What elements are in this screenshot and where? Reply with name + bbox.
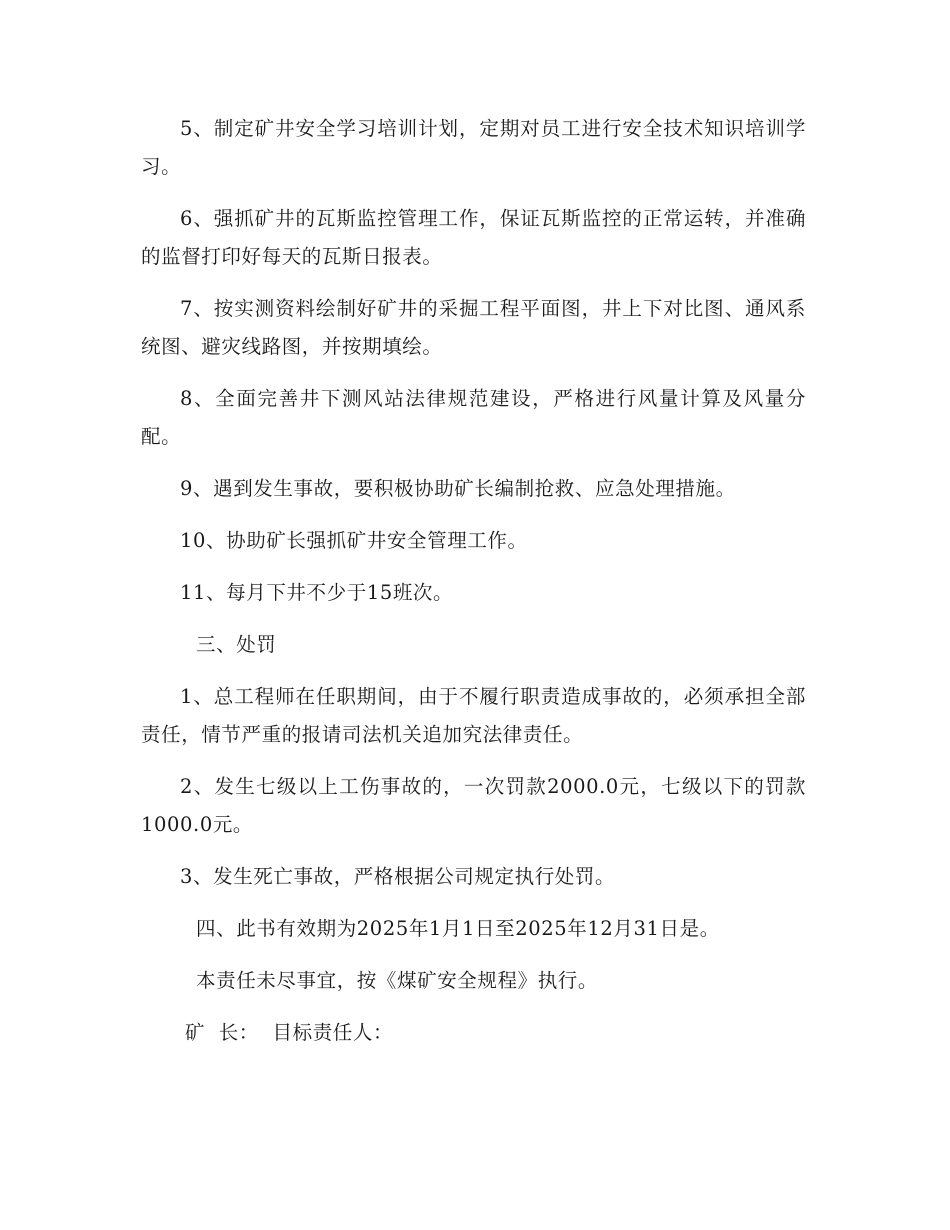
signature-line: 矿 长： 目标责任人： — [185, 1021, 394, 1044]
document-body — [141, 110, 806, 1066]
penalty-item-3: 3、发生死亡事故，严格根据公司规定执行处罚。 — [180, 865, 616, 888]
duty-item-7: 7、按实测资料绘制好矿井的采掘工程平面图，井上下对比图、通风系统图、避灾线路图，并按期填绘。 — [141, 297, 806, 358]
duty-item-10: 10、协助矿长强抓矿井安全管理工作。 — [180, 529, 528, 552]
duty-item-6: 6、强抓矿井的瓦斯监控管理工作，保证瓦斯监控的正常运转，并准确的监督打印好每天的瓦斯日报表。 — [141, 207, 806, 268]
penalty-item-2: 2、发生七级以上工伤事故的，一次罚款2000.0元，七级以下的罚款1000.0元。 — [141, 775, 806, 836]
duty-item-5: 5、制定矿井安全学习培训计划，定期对员工进行安全技术知识培训学习。 — [141, 117, 806, 178]
duty-item-11: 11、每月下井不少于15班次。 — [180, 581, 454, 604]
duty-item-8: 8、全面完善井下测风站法律规范建设，严格进行风量计算及风量分配。 — [141, 387, 806, 448]
duty-item-9: 9、遇到发生事故，要积极协助矿长编制抢救、应急处理措施。 — [180, 477, 736, 500]
section-heading-penalties: 三、处罚 — [196, 633, 277, 656]
validity-period: 四、此书有效期为2025年1月1日至2025年12月31日是。 — [196, 917, 720, 940]
remark-text: 本责任未尽事宜，按《煤矿安全规程》执行。 — [196, 969, 599, 992]
penalty-item-1: 1、总工程师在任职期间，由于不履行职责造成事故的，必须承担全部责任，情节严重的报请司法机关追加究法律责任。 — [141, 685, 806, 746]
